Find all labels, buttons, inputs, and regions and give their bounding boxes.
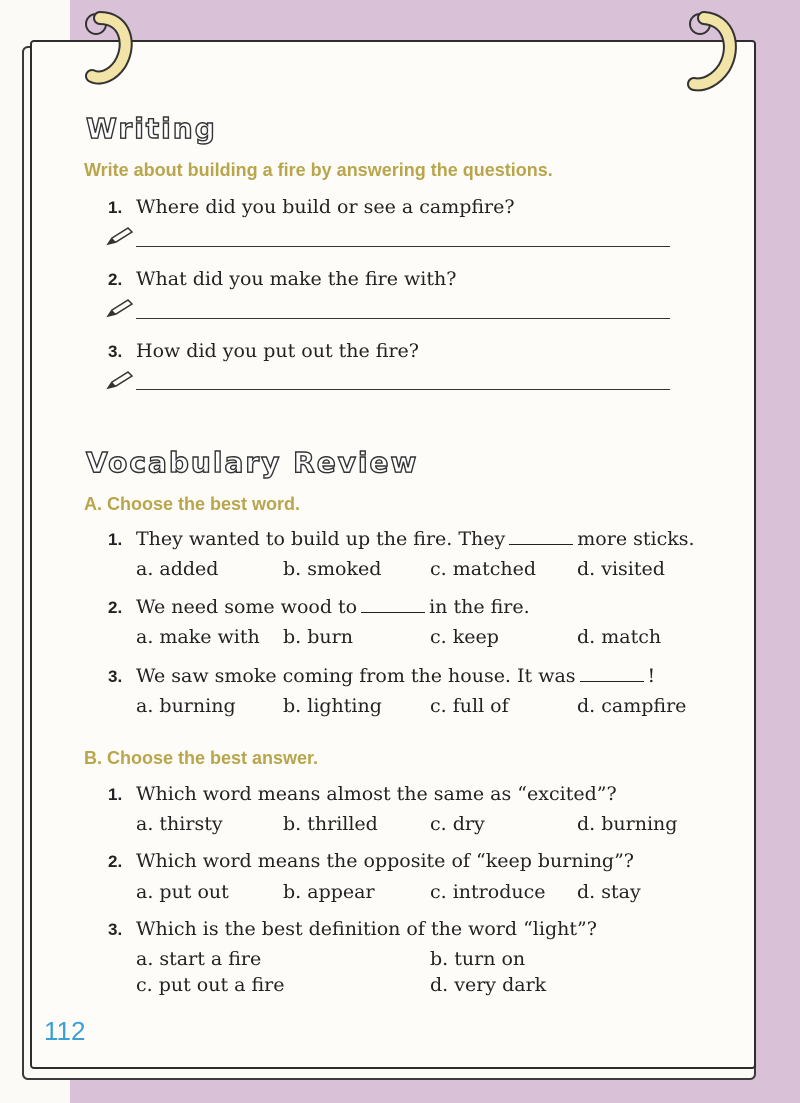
option[interactable]: b. turn on	[430, 948, 526, 970]
writing-question-3: 3. How did you put out the fire?	[108, 340, 419, 362]
pencil-icon	[104, 370, 134, 392]
option[interactable]: d. stay	[577, 881, 641, 903]
vocab-b-question-3: 3. Which is the best definition of the word “light”?	[108, 918, 597, 940]
writing-question-2: 2. What did you make the fire with?	[108, 268, 457, 290]
option[interactable]: b. burn	[283, 626, 353, 648]
option[interactable]: d. burning	[577, 813, 678, 835]
writing-instruction: Write about building a fire by answering the questions.	[84, 160, 553, 180]
option[interactable]: c. keep	[430, 626, 499, 648]
option[interactable]: b. lighting	[283, 695, 382, 717]
option[interactable]: c. introduce	[430, 881, 546, 903]
option[interactable]: c. dry	[430, 813, 485, 835]
answer-line-2[interactable]	[136, 318, 670, 319]
option[interactable]: a. added	[136, 558, 219, 580]
option[interactable]: b. thrilled	[283, 813, 378, 835]
option[interactable]: a. put out	[136, 881, 229, 903]
option[interactable]: a. burning	[136, 695, 236, 717]
pencil-icon	[104, 298, 134, 320]
option[interactable]: a. thirsty	[136, 813, 223, 835]
option[interactable]: b. smoked	[283, 558, 382, 580]
writing-heading: Writing	[86, 112, 217, 145]
page-number: 112	[44, 1016, 86, 1046]
option[interactable]: b. appear	[283, 881, 375, 903]
fill-blank	[509, 528, 573, 545]
vocab-b-question-2: 2. Which word means the opposite of “keep burning”?	[108, 850, 634, 872]
pencil-icon	[104, 226, 134, 248]
binder-ring-right-icon	[680, 4, 740, 104]
option[interactable]: c. full of	[430, 695, 509, 717]
answer-line-1[interactable]	[136, 246, 670, 247]
option[interactable]: a. start a fire	[136, 948, 262, 970]
option[interactable]: d. campfire	[577, 695, 687, 717]
vocab-a-question-1: 1. They wanted to build up the fire. They more sticks.	[108, 528, 695, 550]
notebook-paper	[30, 40, 756, 1069]
option[interactable]: c. put out a fire	[136, 974, 285, 996]
section-b-label: B. Choose the best answer.	[84, 748, 319, 768]
option[interactable]: d. very dark	[430, 974, 547, 996]
option[interactable]: d. match	[577, 626, 662, 648]
fill-blank	[580, 665, 644, 682]
vocab-a-question-2: 2. We need some wood to in the fire.	[108, 596, 530, 618]
fill-blank	[361, 596, 425, 613]
writing-question-1: 1. Where did you build or see a campfire?	[108, 196, 515, 218]
section-a-label: A. Choose the best word.	[84, 494, 301, 514]
binder-ring-left-icon	[80, 4, 140, 94]
vocabulary-heading: Vocabulary Review	[86, 446, 419, 479]
option[interactable]: c. matched	[430, 558, 536, 580]
vocab-a-question-3: 3. We saw smoke coming from the house. It was !	[108, 665, 656, 687]
answer-line-3[interactable]	[136, 389, 670, 390]
option[interactable]: a. make with	[136, 626, 260, 648]
vocab-b-question-1: 1. Which word means almost the same as “excited”?	[108, 783, 617, 805]
option[interactable]: d. visited	[577, 558, 665, 580]
